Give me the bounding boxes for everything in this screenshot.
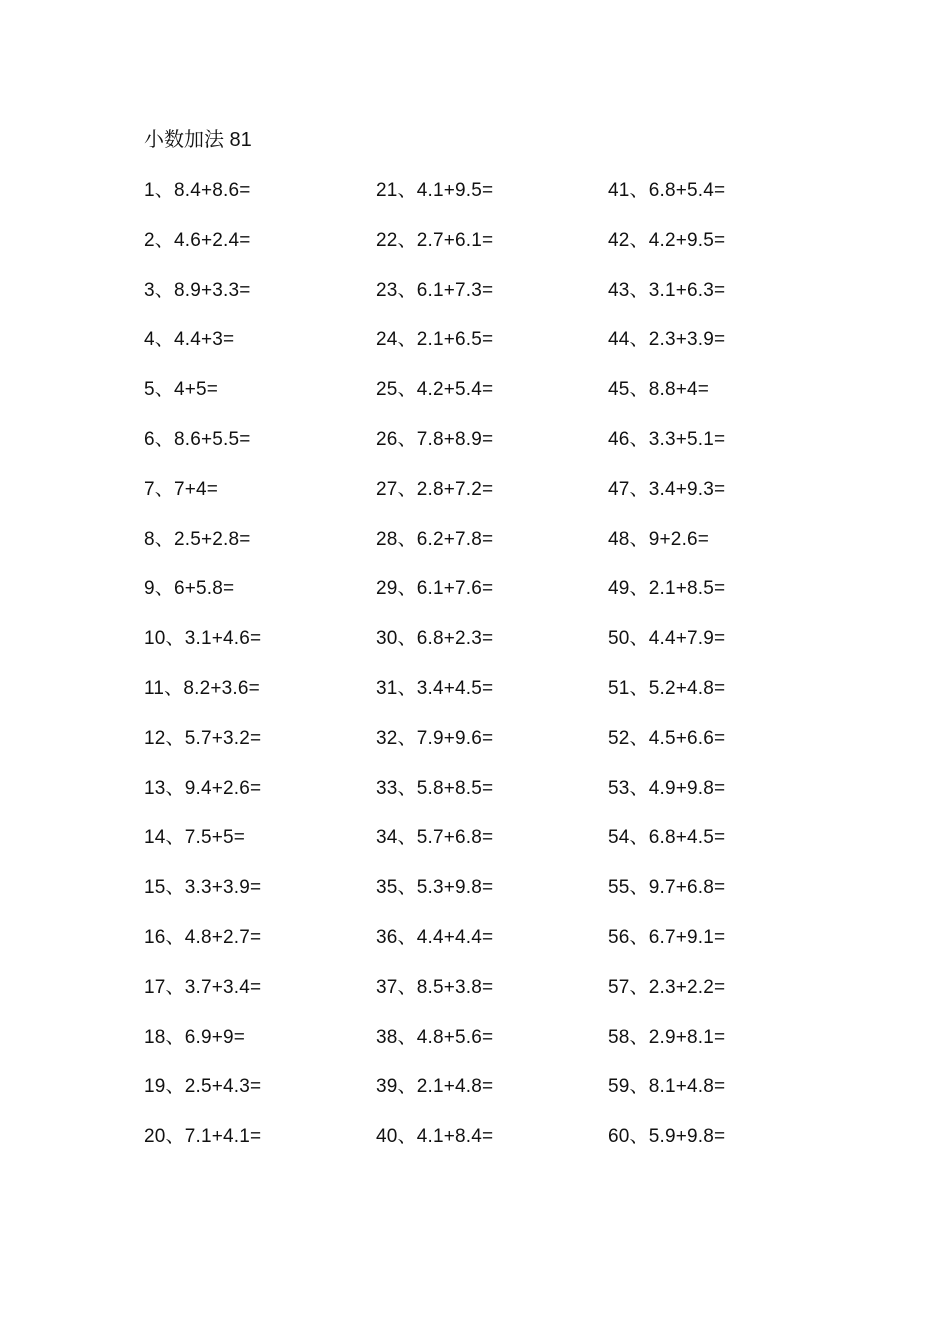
problem-item: 28、6.2+7.8= [376,528,494,550]
problem-item: 9、6+5.8= [144,578,235,600]
problem-item: 60、5.9+9.8= [608,1126,726,1148]
problem-item: 19、2.5+4.3= [144,1076,262,1098]
problem-item: 49、2.1+8.5= [608,578,726,600]
problem-item: 56、6.7+9.1= [608,926,726,948]
problem-item: 34、5.7+6.8= [376,827,494,849]
problem-item: 15、3.3+3.9= [144,877,262,899]
problem-item: 27、2.8+7.2= [376,478,494,500]
problem-item: 50、4.4+7.9= [608,628,726,650]
problem-item: 18、6.9+9= [144,1026,246,1048]
problem-item: 20、7.1+4.1= [144,1126,262,1148]
problem-item: 12、5.7+3.2= [144,727,262,749]
problem-item: 30、6.8+2.3= [376,628,494,650]
problem-item: 35、5.3+9.8= [376,877,494,899]
problem-item: 6、8.6+5.5= [144,428,251,450]
problem-item: 43、3.1+6.3= [608,279,726,301]
problem-item: 42、4.2+9.5= [608,229,726,251]
problem-item: 36、4.4+4.4= [376,926,494,948]
problem-item: 10、3.1+4.6= [144,628,262,650]
problem-item: 48、9+2.6= [608,528,710,550]
problem-item: 25、4.2+5.4= [376,379,494,401]
problem-item: 39、2.1+4.8= [376,1076,494,1098]
problem-item: 1、8.4+8.6= [144,180,251,201]
problem-item: 14、7.5+5= [144,827,246,849]
problem-item: 46、3.3+5.1= [608,428,726,450]
problem-item: 24、2.1+6.5= [376,329,494,351]
problem-item: 59、8.1+4.8= [608,1076,726,1098]
problem-item: 11、8.2+3.6= [144,677,260,699]
problem-item: 23、6.1+7.3= [376,279,494,301]
problem-item: 5、4+5= [144,379,219,401]
problem-item: 38、4.8+5.6= [376,1026,494,1048]
problem-item: 53、4.9+9.8= [608,777,726,799]
problem-item: 41、6.8+5.4= [608,180,726,201]
problem-item: 40、4.1+8.4= [376,1126,494,1148]
problem-item: 22、2.7+6.1= [376,229,494,251]
problem-item: 55、9.7+6.8= [608,877,726,899]
problem-item: 21、4.1+9.5= [376,180,494,201]
problem-item: 57、2.3+2.2= [608,976,726,998]
problem-grid [144,177,844,1173]
problem-item: 58、2.9+8.1= [608,1026,726,1048]
problem-item: 54、6.8+4.5= [608,827,726,849]
problem-item: 52、4.5+6.6= [608,727,726,749]
problem-item: 51、5.2+4.8= [608,677,726,699]
problem-item: 17、3.7+3.4= [144,976,262,998]
problem-item: 44、2.3+3.9= [608,329,726,351]
problem-item: 8、2.5+2.8= [144,528,251,550]
problem-item: 26、7.8+8.9= [376,428,494,450]
problem-item: 13、9.4+2.6= [144,777,262,799]
problem-item: 3、8.9+3.3= [144,279,251,301]
problem-item: 37、8.5+3.8= [376,976,494,998]
problem-item: 4、4.4+3= [144,329,235,351]
problem-item: 31、3.4+4.5= [376,677,494,699]
problem-item: 45、8.8+4= [608,379,710,401]
problem-item: 16、4.8+2.7= [144,926,262,948]
problem-item: 29、6.1+7.6= [376,578,494,600]
problem-item: 47、3.4+9.3= [608,478,726,500]
problem-item: 7、7+4= [144,478,219,500]
problem-item: 33、5.8+8.5= [376,777,494,799]
worksheet-title: 小数加法 81 [144,129,252,151]
problem-item: 32、7.9+9.6= [376,727,494,749]
problem-item: 2、4.6+2.4= [144,229,251,251]
